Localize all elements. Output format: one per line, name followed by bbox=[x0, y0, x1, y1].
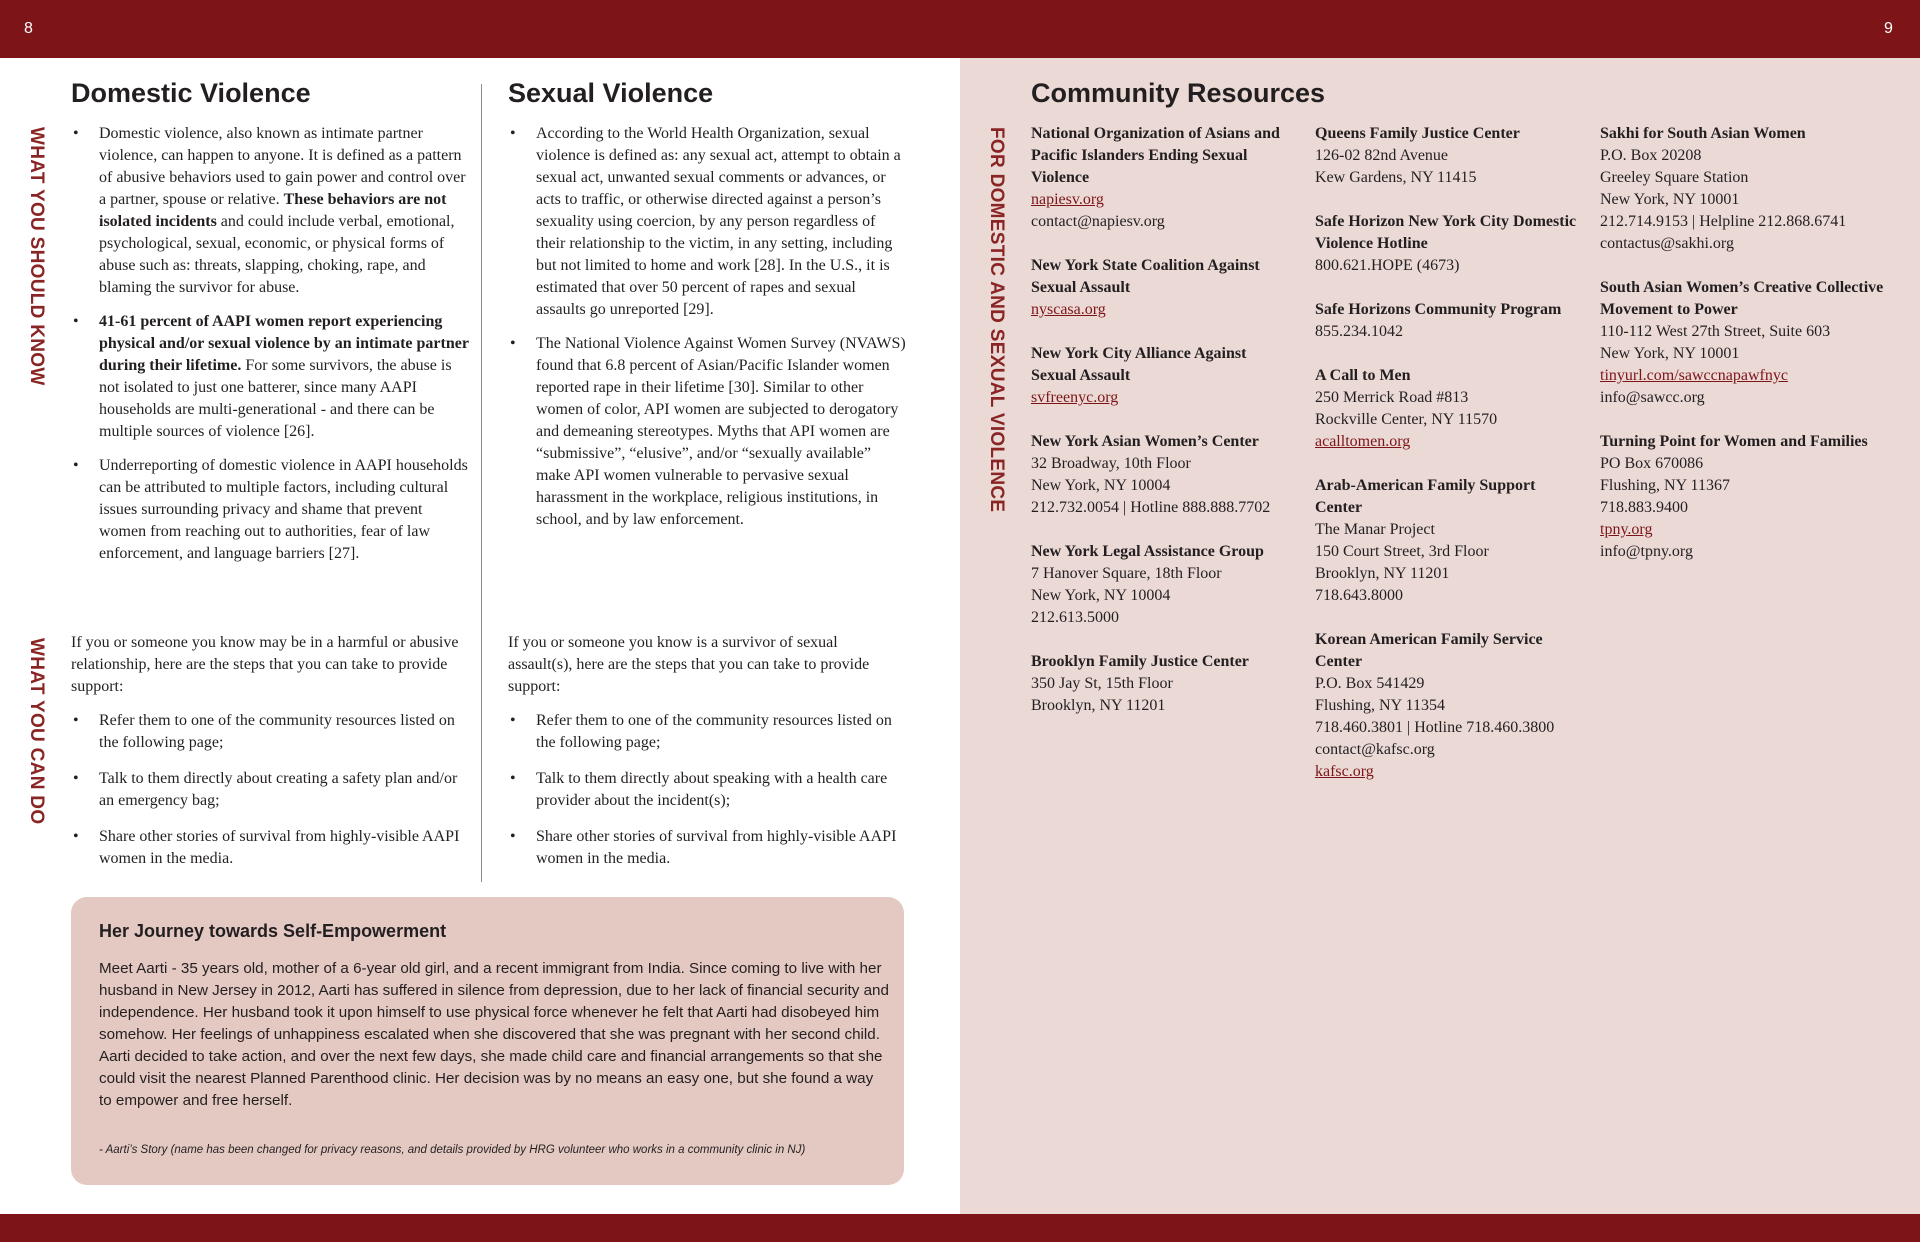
resource-detail: 212.732.0054 | Hotline 888.888.7702 bbox=[1031, 499, 1271, 516]
resource-entry bbox=[1600, 277, 1900, 409]
resource-link[interactable]: tinyurl.com/sawccnapawfnyc bbox=[1600, 367, 1788, 384]
resource-link-row bbox=[1031, 299, 1293, 321]
resource-name: New York Asian Women’s Center bbox=[1031, 433, 1259, 450]
resource-detail: PO Box 670086 bbox=[1600, 455, 1704, 472]
domestic-steps-intro: If you or someone you know may be in a harmful or abusive relationship, here are the steps that you can take to provide support: bbox=[71, 634, 459, 695]
story-title: Her Journey towards Self-Empowerment bbox=[99, 921, 447, 941]
side-label-for-domestic-and-sexual-violence: FOR DOMESTIC AND SEXUAL VIOLENCE bbox=[986, 127, 1007, 513]
resource-detail: 800.621.HOPE (4673) bbox=[1315, 257, 1460, 274]
resource-entry bbox=[1031, 431, 1293, 519]
domestic-fact-1: • Domestic violence, also known as intimate partner violence, can happen to anyone. It is defined as a pattern of abusive behaviors used to gain power and control over a partner, spouse or relative. These behaviors are not isolated incidents and could include verbal, emotional, psychological, sexual, economic, or physical forms of abuse such as: threats, slapping, choking, rape, and blaming the survivor for abuse. bbox=[99, 123, 469, 299]
domestic-facts bbox=[71, 123, 469, 565]
sexual-fact-1: • According to the World Health Organization, sexual violence is defined as: any sexual act, attempt to obtain a sexual act, unwanted sexual comments or advances, or acts to traffic, or otherwise directed against a person’s sexuality using coercion, by any person regardless of their relationship to the victim, in any setting, including but not limited to home and work [28]. In the U.S., it is estimated that over 50 percent of rapes and sexual assaults go unreported [29]. bbox=[536, 123, 906, 321]
resource-link[interactable]: nyscasa.org bbox=[1031, 301, 1106, 318]
sexual-step-2: • Talk to them directly about speaking with a health care provider about the incident(s); bbox=[536, 768, 906, 812]
resource-entry bbox=[1315, 475, 1577, 607]
resource-entry bbox=[1031, 651, 1293, 717]
resource-detail: info@sawcc.org bbox=[1600, 389, 1705, 406]
resource-detail: 32 Broadway, 10th Floor bbox=[1031, 455, 1191, 472]
resource-detail: P.O. Box 541429 bbox=[1315, 675, 1425, 692]
sexual-fact-2: • The National Violence Against Women Survey (NVAWS) found that 6.8 percent of Asian/Pacific Islander women reported rape in their lifetime [30]. Similar to other women of color, API women are subjected to derogatory and demeaning stereotypes. Myths that API women are “submissive”, “elusive”, and/or “sexually available” make API women vulnerable to pervasive sexual harassment in the workplace, religious institutions, in school, and by law enforcement. bbox=[536, 333, 906, 531]
resource-entry bbox=[1031, 123, 1293, 233]
resource-detail: New York, NY 10004 bbox=[1031, 477, 1171, 494]
resource-detail: Brooklyn, NY 11201 bbox=[1315, 565, 1450, 582]
resource-link[interactable]: tpny.org bbox=[1600, 521, 1653, 538]
resource-entry bbox=[1315, 629, 1577, 783]
resource-detail: P.O. Box 20208 bbox=[1600, 147, 1702, 164]
resource-name: National Organization of Asians and Pacific Islanders Ending Sexual Violence bbox=[1031, 125, 1280, 186]
resource-name: Arab-American Family Support Center bbox=[1315, 477, 1536, 516]
resource-detail: Kew Gardens, NY 11415 bbox=[1315, 169, 1477, 186]
resource-link-row bbox=[1315, 431, 1577, 453]
resource-link-row bbox=[1600, 365, 1900, 387]
sexual-steps-intro: If you or someone you know is a survivor of sexual assault(s), here are the steps that you can take to provide support: bbox=[508, 634, 870, 695]
resource-detail: info@tpny.org bbox=[1600, 543, 1693, 560]
resource-detail: The Manar Project bbox=[1315, 521, 1435, 538]
community-resources-title: Community Resources bbox=[1031, 78, 1326, 108]
resource-detail: 855.234.1042 bbox=[1315, 323, 1403, 340]
resource-detail: New York, NY 10004 bbox=[1031, 587, 1171, 604]
resource-entry bbox=[1315, 211, 1577, 277]
resource-name: Korean American Family Service Center bbox=[1315, 631, 1543, 670]
column-divider bbox=[481, 84, 482, 882]
resources-column-3 bbox=[1600, 123, 1900, 585]
resource-name: Safe Horizon New York City Domestic Violence Hotline bbox=[1315, 213, 1577, 252]
resource-detail: 718.460.3801 | Hotline 718.460.3800 bbox=[1315, 719, 1555, 736]
resource-detail: 212.613.5000 bbox=[1031, 609, 1119, 626]
domestic-step-3: • Share other stories of survival from highly-visible AAPI women in the media. bbox=[99, 826, 469, 870]
resource-detail: 126-02 82nd Avenue bbox=[1315, 147, 1449, 164]
domestic-violence-title: Domestic Violence bbox=[71, 78, 311, 108]
resource-name: Queens Family Justice Center bbox=[1315, 125, 1520, 142]
resource-entry bbox=[1315, 299, 1577, 343]
resource-name: Safe Horizons Community Program bbox=[1315, 301, 1562, 318]
resource-entry bbox=[1600, 431, 1900, 563]
story-box bbox=[71, 897, 904, 1185]
resource-detail: New York, NY 10001 bbox=[1600, 191, 1740, 208]
resource-detail: contact@napiesv.org bbox=[1031, 213, 1165, 230]
resource-link[interactable]: napiesv.org bbox=[1031, 191, 1104, 208]
domestic-fact-3: • Underreporting of domestic violence in AAPI households can be attributed to multiple factors, including cultural issues surrounding privacy and shame that prevent women from reaching out to authorities, fear of law enforcement, and language barriers [27]. bbox=[99, 455, 469, 565]
page-number-left: 8 bbox=[24, 20, 33, 37]
top-banner bbox=[0, 0, 1920, 58]
side-label-what-you-can-do: WHAT YOU CAN DO bbox=[26, 638, 47, 825]
resource-name: New York Legal Assistance Group bbox=[1031, 543, 1264, 560]
resource-link-row bbox=[1315, 761, 1577, 783]
domestic-fact-2: • 41-61 percent of AAPI women report experiencing physical and/or sexual violence by an intimate partner during their lifetime. For some survivors, the abuse is not isolated to just one batterer, since many AAPI households are multi-generational - and there can be multiple sources of violence [26]. bbox=[99, 311, 469, 443]
resource-detail: Flushing, NY 11367 bbox=[1600, 477, 1730, 494]
resource-name: Sakhi for South Asian Women bbox=[1600, 125, 1806, 142]
resources-column-1 bbox=[1031, 123, 1293, 739]
resource-name: New York City Alliance Against Sexual Assault bbox=[1031, 345, 1247, 384]
resource-link-row bbox=[1031, 387, 1293, 409]
sexual-facts bbox=[508, 123, 906, 531]
domestic-step-2: • Talk to them directly about creating a safety plan and/or an emergency bag; bbox=[99, 768, 469, 812]
resource-entry bbox=[1031, 541, 1293, 629]
resource-detail: Rockville Center, NY 11570 bbox=[1315, 411, 1498, 428]
resources-column-2 bbox=[1315, 123, 1577, 805]
resource-detail: contact@kafsc.org bbox=[1315, 741, 1435, 758]
resource-detail: Flushing, NY 11354 bbox=[1315, 697, 1445, 714]
sexual-steps bbox=[508, 632, 906, 870]
bottom-banner bbox=[0, 1214, 1920, 1242]
resource-name: South Asian Women’s Creative Collective Movement to Power bbox=[1600, 279, 1884, 318]
resource-detail: Brooklyn, NY 11201 bbox=[1031, 697, 1166, 714]
resource-detail: 212.714.9153 | Helpline 212.868.6741 bbox=[1600, 213, 1847, 230]
resource-name: Brooklyn Family Justice Center bbox=[1031, 653, 1249, 670]
resource-name: Turning Point for Women and Families bbox=[1600, 433, 1868, 450]
resource-detail: contactus@sakhi.org bbox=[1600, 235, 1734, 252]
resource-link[interactable]: kafsc.org bbox=[1315, 763, 1374, 780]
resource-name: A Call to Men bbox=[1315, 367, 1411, 384]
resource-entry bbox=[1315, 365, 1577, 453]
resource-detail: 110-112 West 27th Street, Suite 603 bbox=[1600, 323, 1831, 340]
resource-entry bbox=[1600, 123, 1900, 255]
resource-detail: New York, NY 10001 bbox=[1600, 345, 1740, 362]
resource-link-row bbox=[1600, 519, 1900, 541]
resource-entry bbox=[1031, 343, 1293, 409]
resource-detail: 250 Merrick Road #813 bbox=[1315, 389, 1469, 406]
resource-link-row bbox=[1031, 189, 1293, 211]
story-credit: - Aarti’s Story (name has been changed for privacy reasons, and details provided by HRG volunteer who works in a community clinic in NJ) bbox=[99, 1144, 806, 1156]
sexual-step-3: • Share other stories of survival from highly-visible AAPI women in the media. bbox=[536, 826, 906, 870]
resource-link[interactable]: acalltomen.org bbox=[1315, 433, 1411, 450]
sexual-step-1: • Refer them to one of the community resources listed on the following page; bbox=[536, 710, 906, 754]
domestic-steps bbox=[71, 632, 469, 870]
resource-name: New York State Coalition Against Sexual Assault bbox=[1031, 257, 1260, 296]
resource-detail: 150 Court Street, 3rd Floor bbox=[1315, 543, 1489, 560]
resource-detail: 350 Jay St, 15th Floor bbox=[1031, 675, 1173, 692]
resource-entry bbox=[1031, 255, 1293, 321]
resource-detail: 718.643.8000 bbox=[1315, 587, 1403, 604]
story-body: Meet Aarti - 35 years old, mother of a 6-year old girl, and a recent immigrant from India. Since coming to live with her husband in New Jersey in 2012, Aarti has suffered in silence from depression, due to her lack of financial security and independence. Her husband took it upon himself to use physical force whenever he felt that Aarti had disobeyed him somehow. Her feelings of unhappiness escalated when she discovered that she was pregnant with her second child. Aarti decided to take action, and over the next few days, she made child care and financial arrangements so that she could visit the nearest Planned Parenthood clinic. Her decision was by no means an easy one, but she found a way to empower and free herself. bbox=[99, 960, 889, 1109]
resource-detail: Greeley Square Station bbox=[1600, 169, 1749, 186]
resource-entry bbox=[1315, 123, 1577, 189]
side-label-what-you-should-know: WHAT YOU SHOULD KNOW bbox=[26, 127, 47, 386]
resource-detail: 7 Hanover Square, 18th Floor bbox=[1031, 565, 1222, 582]
sexual-violence-title: Sexual Violence bbox=[508, 78, 714, 108]
resource-detail: 718.883.9400 bbox=[1600, 499, 1688, 516]
page-number-right: 9 bbox=[1884, 20, 1893, 37]
domestic-step-1: • Refer them to one of the community resources listed on the following page; bbox=[99, 710, 469, 754]
resource-link[interactable]: svfreenyc.org bbox=[1031, 389, 1119, 406]
